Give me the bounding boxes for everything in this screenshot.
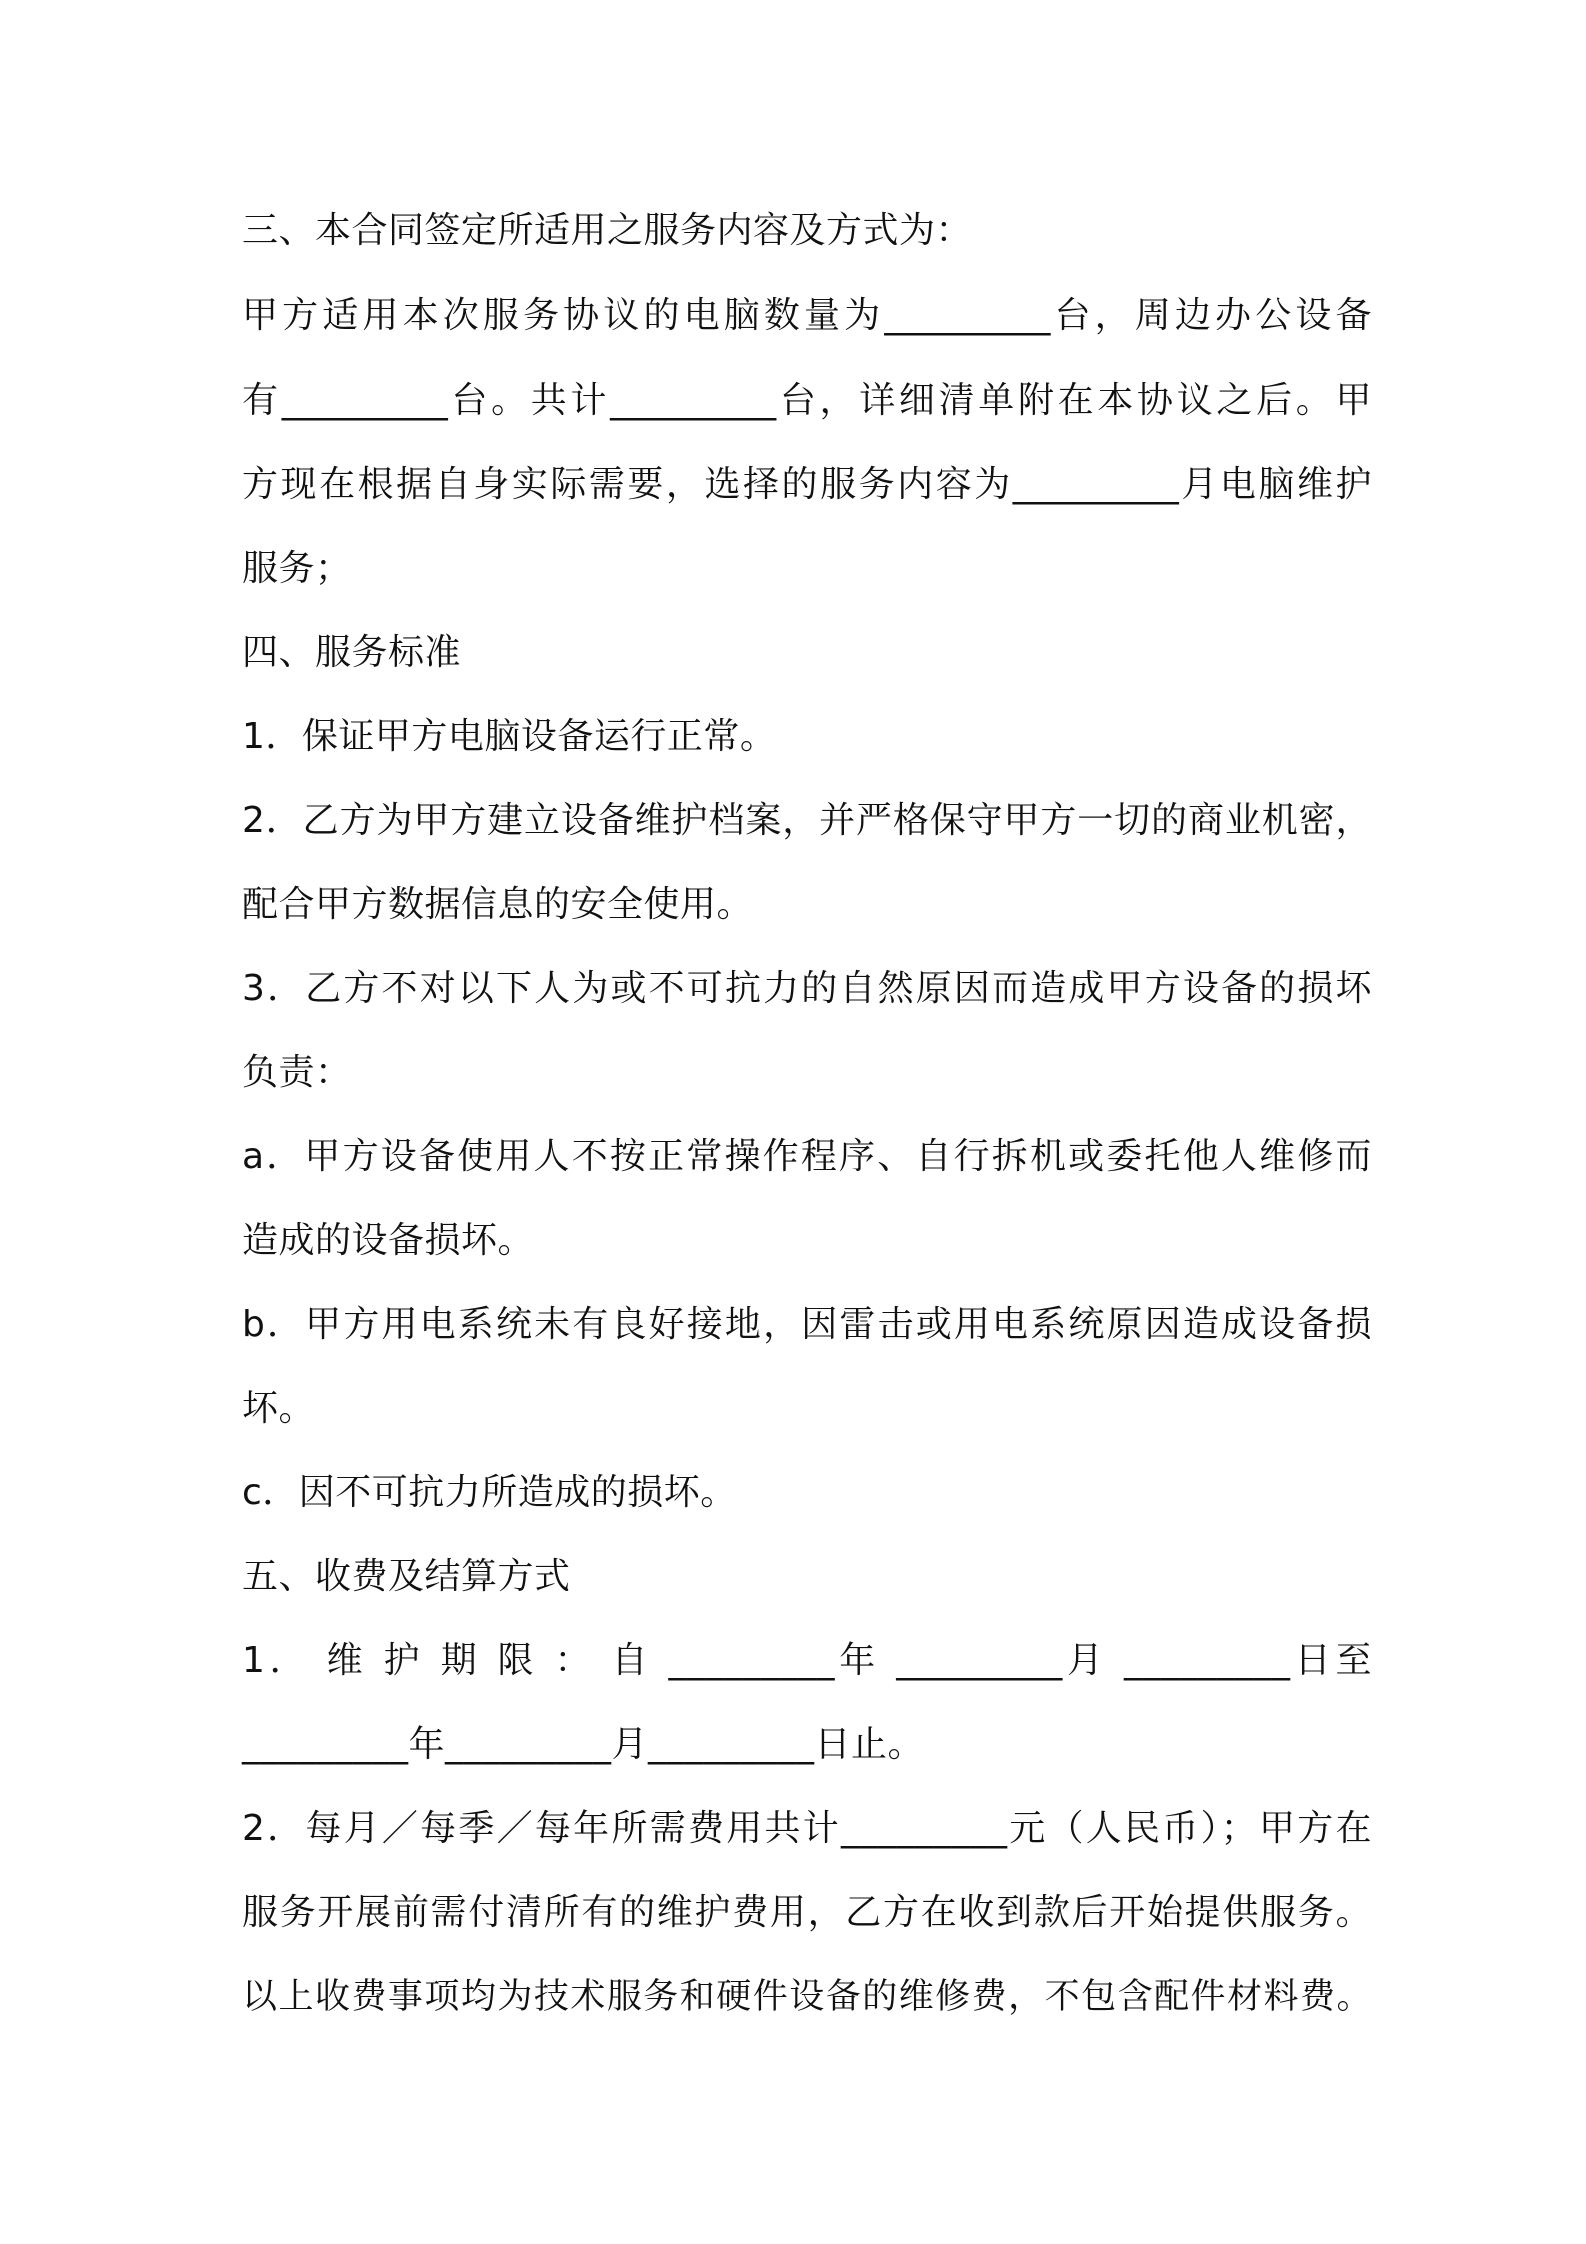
paragraph-line: 坏。: [242, 1388, 316, 1429]
paragraph-line: _________年_________月_________日止。: [242, 1724, 925, 1765]
paragraph-line: 服务开展前需付清所有的维护费用，乙方在收到款后开始提供服务。: [242, 1892, 1372, 1933]
list-item: b．甲方用电系统未有良好接地，因雷击或用电系统原因造成设备损: [242, 1304, 1372, 1345]
list-item: 1．保证甲方电脑设备运行正常。: [242, 716, 777, 757]
paragraph-line: 方现在根据自身实际需要，选择的服务内容为_________月电脑维护: [242, 464, 1372, 505]
list-item: c．因不可抗力所造成的损坏。: [242, 1472, 737, 1513]
paragraph-line: 服务；: [242, 548, 352, 589]
list-item: 2．每月／每季／每年所需费用共计_________元（人民币）；甲方在: [242, 1808, 1372, 1849]
paragraph-line: 以上收费事项均为技术服务和硬件设备的维修费，不包含配件材料费。: [242, 1977, 1372, 2017]
paragraph-line: 造成的设备损坏。: [242, 1220, 535, 1261]
paragraph-line: 配合甲方数据信息的安全使用。: [242, 884, 754, 925]
section-5-heading: 五、收费及结算方式: [242, 1556, 571, 1597]
list-item: a．甲方设备使用人不按正常操作程序、自行拆机或委托他人维修而: [242, 1136, 1372, 1177]
paragraph-line: 甲方适用本次服务协议的电脑数量为_________台，周边办公设备: [242, 295, 1372, 336]
section-4-heading: 四、服务标准: [242, 632, 462, 673]
section-3-heading: 三、本合同签定所适用之服务内容及方式为：: [242, 210, 973, 251]
list-item: 1． 维 护 期 限 ： 自 _________年 _________月 _________日至: [242, 1640, 1372, 1681]
list-item: 3．乙方不对以下人为或不可抗力的自然原因而造成甲方设备的损坏: [242, 968, 1372, 1009]
paragraph-line: 有_________台。共计_________台，详细清单附在本协议之后。甲: [242, 380, 1372, 421]
list-item: 2．乙方为甲方建立设备维护档案，并严格保守甲方一切的商业机密，: [242, 800, 1372, 841]
paragraph-line: 负责：: [242, 1052, 352, 1093]
